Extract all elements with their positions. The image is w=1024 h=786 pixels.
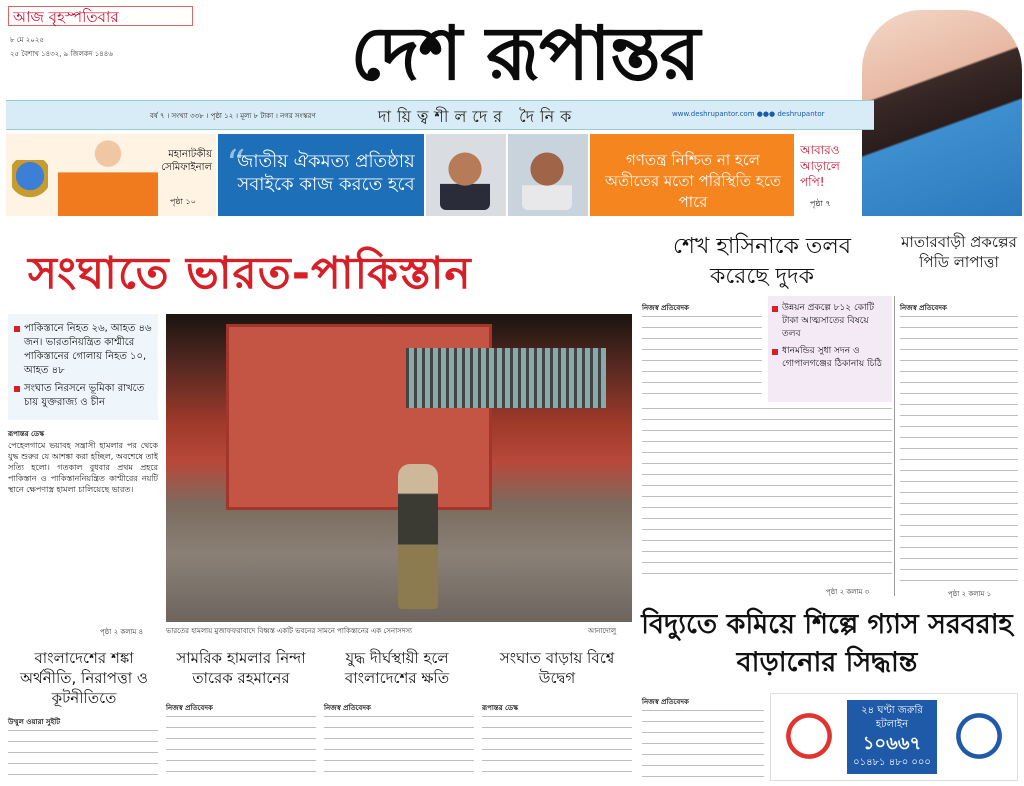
trophy-image	[12, 160, 48, 206]
speaker-2-face	[522, 144, 572, 210]
entertainment-teaser-page: পৃষ্ঠা ৭	[810, 199, 831, 208]
lead-headline[interactable]: সংঘাতে ভারত-পাকিস্তান	[28, 248, 472, 299]
story3-body	[900, 316, 1018, 586]
story3-headline[interactable]: মাতারবাড়ী প্রকল্পের পিডি লাপাত্তা	[901, 233, 1017, 271]
story3-continued: পৃষ্ঠা ২ কলাম ১	[948, 590, 992, 598]
lead-byline: রূপান্তর ডেস্ক	[8, 430, 45, 438]
quote-teaser-1-text: জাতীয় ঐকমত্য প্রতিষ্ঠায় সবাইকে কাজ করতে হবে	[237, 151, 415, 195]
hospital-ad[interactable]	[770, 693, 1018, 781]
column-divider	[894, 296, 895, 596]
story2-highlights	[768, 296, 892, 402]
hospital-logo-right	[947, 704, 1011, 768]
bottom-story-1-byline: উম্মুল ওয়ারা সুইটি	[8, 718, 61, 726]
bottom-story-1-body	[8, 730, 158, 782]
story4-body	[642, 710, 764, 782]
bottom-story-2-body	[166, 716, 316, 782]
date-weekday: আজ বৃহস্পতিবার	[8, 6, 193, 26]
website-url[interactable]: www.deshrupantor.com	[672, 110, 755, 118]
quote-mark-icon: “	[226, 142, 246, 186]
hotline-label: ২৪ ঘণ্টা জরুরি হটলাইন	[861, 705, 923, 730]
story2-highlight-1: উন্নয়ন প্রকল্পে ৮১২ কোটি টাকা আত্মসাতের বিষয়ে তলব	[772, 302, 888, 341]
date-english: ৮ মে ২০২৫	[10, 36, 44, 44]
story4-byline: নিজস্ব প্রতিবেদক	[642, 698, 689, 706]
hotline-panel	[847, 700, 937, 774]
bottom-story-3-byline: নিজস্ব প্রতিবেদক	[324, 704, 371, 712]
lead-photo[interactable]	[166, 314, 632, 622]
social-handle[interactable]: deshrupantor	[777, 110, 825, 118]
hotline-number: ১০৬৬৭	[862, 733, 922, 754]
bottom-story-4-byline: রূপান্তর ডেস্ক	[482, 704, 519, 712]
website-link[interactable]	[672, 110, 825, 118]
bottom-story-1-headline[interactable]: বাংলাদেশের শঙ্কা অর্থনীতি, নিরাপত্তা ও কূটনীতিতে	[20, 649, 148, 707]
lead-continued: পৃষ্ঠা ২ কলাম ৪	[100, 628, 144, 636]
story2-continued: পৃষ্ঠা ২ কলাম ৩	[826, 588, 870, 596]
quote-teaser-2-text: গণতন্ত্র নিশ্চিত না হলে অতীতের মতো পরিস্থিতি হতে পারে	[605, 151, 781, 211]
lead-highlights	[8, 314, 158, 420]
tagline: দায়িত্বশীলদের দৈনিক	[378, 107, 578, 126]
masthead-logo[interactable]: দেশ রূপান্তর	[350, 11, 700, 97]
bottom-story-4-headline[interactable]: সংঘাত বাড়ায় বিশ্বে উদ্বেগ	[499, 649, 615, 687]
lead-body: পেহেলগামে ভয়াবহ সন্ত্রাসী হামলার পর থেকে যুদ্ধ শুরুর যে আশঙ্কা করা হচ্ছিল, অবশেষে তাই সত্যি হলো। গতকাল বুধবার প্রথম প্রহরে পাকিস্তান ও পাকিস্তাননিয়ন্ত্রিত কাশ্মীরের নয়টি স্থানে ক্ষেপণাস্ত্র হামলা চালিয়েছে ভারত।	[8, 441, 158, 494]
photo-credit: আনাদোলু	[588, 627, 617, 635]
bottom-story-4-body	[482, 716, 632, 782]
story3-byline: নিজস্ব প্রতিবেদক	[900, 304, 947, 312]
story4-headline[interactable]: বিদ্যুতে কমিয়ে শিল্পে গ্যাস সরবরাহ বাড়ানোর সিদ্ধান্ত	[641, 609, 1013, 678]
entertainment-model-photo[interactable]	[862, 10, 1022, 216]
hospital-logo-left	[777, 704, 841, 768]
social-icons[interactable]: ●●●	[756, 110, 776, 118]
lead-highlight-1: পাকিস্তানে নিহত ২৬, আহত ৪৬ জন। ভারতনিয়ন্ত্রিত কাশ্মীরে পাকিস্তানের গোলায় নিহত ১০, আহত ৪৮	[14, 322, 152, 378]
shutter-grille	[406, 348, 606, 408]
bottom-story-3-body	[324, 716, 474, 782]
lead-highlight-2: সংঘাত নিরসনে ভূমিকা রাখতে চায় যুক্তরাজ্য ও চীন	[14, 382, 152, 410]
story2-body	[642, 408, 892, 582]
date-calendar-line: ২৫ বৈশাখ ১৪৩২, ৯ জিলকদ ১৪৪৬	[10, 50, 113, 58]
footballer-photo	[58, 136, 158, 216]
story2-byline: নিজস্ব প্রতিবেদক	[642, 304, 689, 312]
sports-teaser-label: মহানাটকীয় সেমিফাইনাল	[161, 149, 212, 173]
sports-teaser-page: পৃষ্ঠা ১০	[170, 197, 196, 206]
issue-meta: বর্ষ ৭ । সংখ্যা ৩৩৮ । পৃষ্ঠা ১২ । মূল্য ৮ টাকা । নগর সংস্করণ	[150, 112, 316, 120]
hotline-phone: ০১৪৮১ ৪৮০ ০০০	[853, 757, 931, 768]
entertainment-teaser-label: আবারও আড়ালে পপি!	[800, 143, 840, 189]
bottom-story-2-byline: নিজস্ব প্রতিবেদক	[166, 704, 213, 712]
speaker-1-face	[440, 144, 490, 210]
story2-highlight-2: ধানমন্ডির সুধা সদন ও গোপালগঞ্জের ঠিকানায় চিঠি	[772, 345, 888, 371]
story2-headline[interactable]: শেখ হাসিনাকে তলব করেছে দুদক	[672, 234, 852, 289]
bottom-story-2-headline[interactable]: সামরিক হামলার নিন্দা তারেক রহমানের	[176, 649, 306, 687]
bottom-story-3-headline[interactable]: যুদ্ধ দীর্ঘস্থায়ী হলে বাংলাদেশের ক্ষতি	[344, 649, 450, 687]
photo-caption: ভারতের হামলায় মুজাফফরাবাদে বিধ্বস্ত একটি ভবনের সামনে পাকিস্তানের এক সেনাসদস্য	[166, 627, 413, 635]
soldier-figure	[398, 464, 438, 609]
story2-body-col1	[642, 316, 762, 402]
